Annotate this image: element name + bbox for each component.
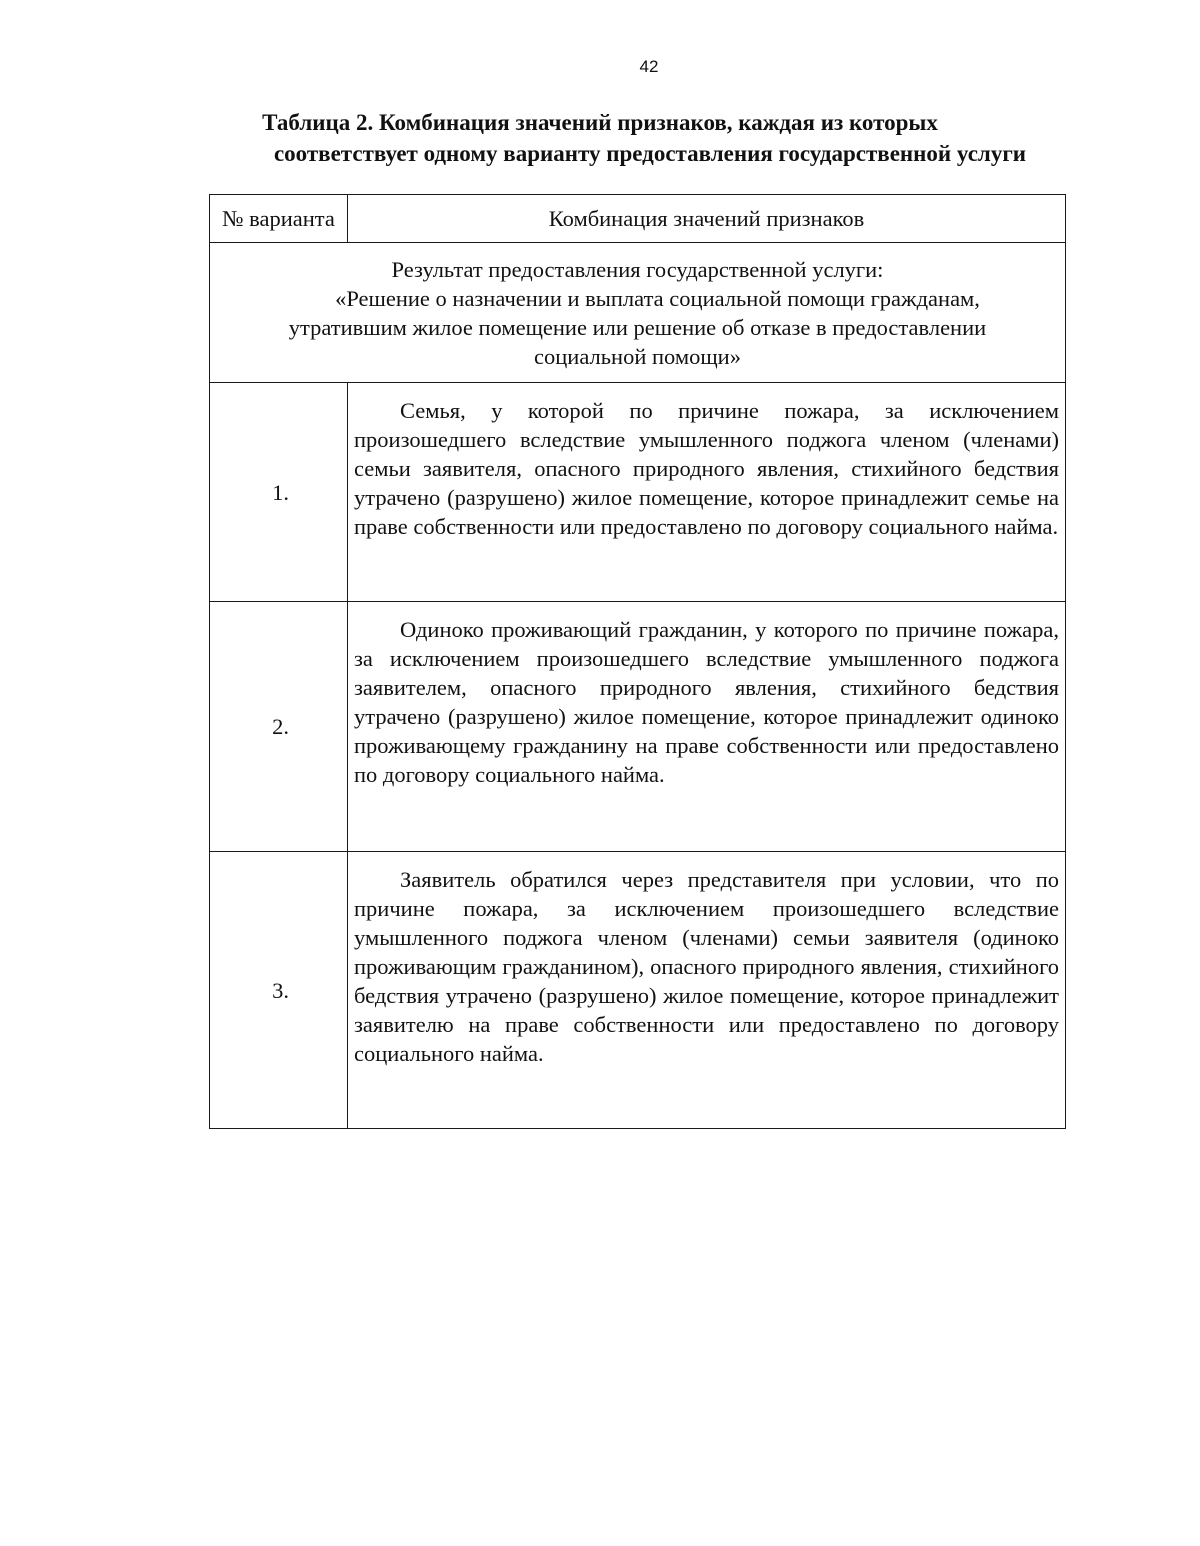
- variant-number: 2.: [210, 602, 348, 852]
- service-result-cell: [210, 243, 1066, 383]
- header-variant-number: № варианта: [210, 195, 348, 243]
- page-number: 42: [639, 57, 659, 76]
- table-title-line-2: соответствует одному варианту предоставления государственной услуги: [273, 141, 1027, 166]
- variant-description: Семья, у которой по причине пожара, за исключением произошедшего вследствие умышленного поджога членом (членами) семьи заявителя, опасного природного явления, стихийного бедствия утрачено (разрушено) жилое помещение, которое принадлежит семье на праве собственности или предоставлено по договору социального найма.: [348, 383, 1066, 602]
- header-combination: Комбинация значений признаков: [348, 195, 1066, 243]
- variant-number: 1.: [210, 383, 348, 602]
- variant-description: Заявитель обратился через представителя при условии, что по причине пожара, за исключением произошедшего вследствие умышленного поджога членом (членами) семьи заявителя (одиноко проживающим гражданином), опасного природного явления, стихийного бедствия утрачено (разрушено) жилое помещение, которое принадлежит заявителю на праве собственности или предоставлено по договору социального найма.: [348, 852, 1066, 1129]
- service-result-line-3: утратившим жилое помещение или решение об отказе в предоставлении: [288, 314, 987, 340]
- table-row: [210, 602, 1066, 852]
- table-row: [210, 852, 1066, 1129]
- variant-description: Одиноко проживающий гражданин, у которого по причине пожара, за исключением произошедшего вследствие умышленного поджога заявителем, опасного природного явления, стихийного бедствия утрачено (разрушено) жилое помещение, которое принадлежит одиноко проживающему гражданину на праве собственности или предоставлено по договору социального найма.: [348, 602, 1066, 852]
- table-title-line-1: Таблица 2. Комбинация значений признаков, каждая из которых: [262, 110, 938, 135]
- service-result-line-1: Результат предоставления государственной услуги:: [391, 256, 884, 282]
- service-result-line-4: социальной помощи»: [534, 343, 741, 369]
- service-result-row: [210, 243, 1066, 383]
- table-row: [210, 383, 1066, 602]
- table-header-row: [210, 195, 1066, 243]
- variants-table: [209, 194, 1066, 1129]
- variant-number: 3.: [210, 852, 348, 1129]
- service-result-line-2: «Решение о назначении и выплата социальной помощи гражданам,: [335, 285, 980, 311]
- table-title: [200, 107, 1100, 169]
